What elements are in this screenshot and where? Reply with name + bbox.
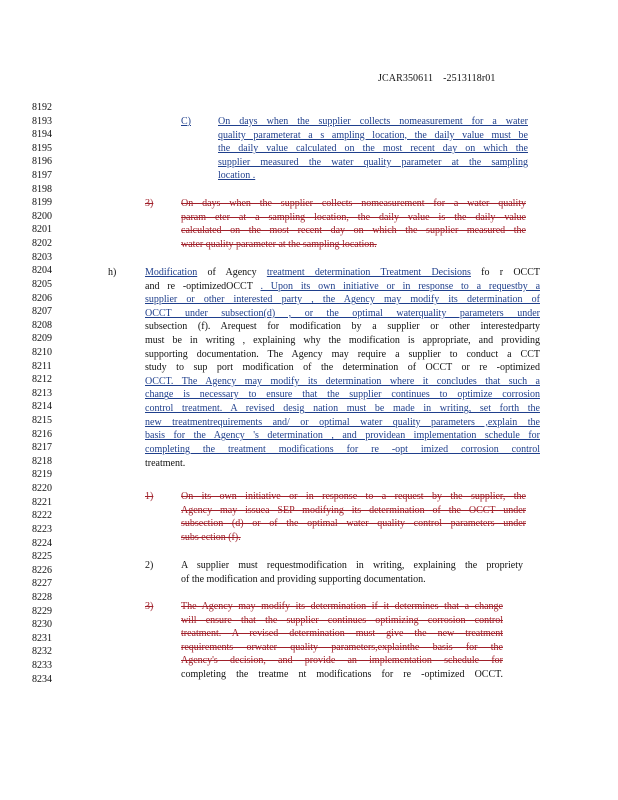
para-2-label: 2) (145, 560, 154, 571)
para-c-line: the daily value calculated on the most recent day on which the (218, 143, 528, 155)
para-1-deleted-label: 1) (145, 491, 154, 502)
line-number: 8194 (32, 129, 52, 141)
line-number: 8234 (32, 673, 52, 685)
inserted-line: change is necessary to ensure that the supplier continues to optimize corrosion (145, 389, 540, 401)
plain-line: A supplier must requestmodification in writing, explaining the propriety (181, 560, 523, 571)
line-number: 8205 (32, 278, 52, 290)
para-c-line: location . (218, 170, 256, 182)
deleted-line: water quality parameter at the sampling location. (181, 238, 377, 250)
plain-text: of Agency (207, 267, 257, 278)
line-number: 8211 (32, 360, 52, 372)
para-c-line: quality parameterat a s ampling location, the daily value must be (218, 129, 528, 141)
deleted-line: subs ection (f). (181, 531, 241, 543)
deleted-line: The Agency may modify its determination if it determines that a change (181, 601, 503, 612)
plain-line: completing the treatme nt modifications for re -optimized OCCT. (181, 669, 503, 681)
line-number: 8221 (32, 496, 52, 508)
para-h-line-2 (145, 280, 540, 294)
para-c-text (218, 115, 528, 183)
plain-text: and re -optimizedOCCT (145, 280, 253, 292)
line-number: 8197 (32, 170, 52, 182)
plain-line: study to sup port modification of the determination of OCCT or re -optimized (145, 362, 540, 374)
deleted-line: will ensure that the supplier continues optimizing corrosion control (181, 614, 503, 626)
line-number: 8224 (32, 537, 52, 549)
line-number: 8226 (32, 564, 52, 576)
line-number: 8207 (32, 306, 52, 318)
line-number: 8232 (32, 646, 52, 658)
line-number: 8214 (32, 401, 52, 413)
line-number: 8212 (32, 374, 52, 386)
line-number: 8201 (32, 224, 52, 236)
line-number: 8228 (32, 591, 52, 603)
line-number: 8225 (32, 551, 52, 563)
inserted-line: completing the treatment modifications for re -opt imized corrosion control (145, 443, 540, 455)
plain-line: of the modification and providing supporting documentation. (181, 573, 426, 585)
deleted-line: Agency may issuea SEP modifying its determination of the OCCT under (181, 504, 526, 516)
line-number: 8220 (32, 483, 52, 495)
line-number: 8231 (32, 632, 52, 644)
plain-line: treatment. (145, 457, 186, 469)
line-number: 8204 (32, 265, 52, 277)
line-number: 8195 (32, 142, 52, 154)
para-3-deleted-label: 3) (145, 198, 154, 209)
line-number: 8198 (32, 183, 52, 195)
document-header (378, 73, 495, 84)
inserted-text: . Upon its own initiative or in response to a requestby a (260, 280, 540, 292)
para-2-text (181, 559, 523, 586)
line-number: 8199 (32, 197, 52, 209)
line-number: 8216 (32, 428, 52, 440)
inserted-line: control treatment. A revised desig nation must be made in writing, set forth the (145, 403, 540, 415)
line-number: 8217 (32, 442, 52, 454)
line-numbers (32, 101, 52, 686)
line-number: 8203 (32, 251, 52, 263)
plain-line: supporting documentation. The Agency may require a supplier to conduct a CCT (145, 348, 540, 360)
plain-line: must be in writing , explaining why the modification is appropriate, and providing (145, 335, 540, 347)
plain-line: subsection (f). Arequest for modification by a supplier or other interestedparty (145, 321, 540, 333)
header-code: JCAR350611 (378, 73, 434, 84)
inserted-line: OCCT. The Agency may modify its determination where it concludes that such a (145, 375, 540, 387)
para-h-text (145, 266, 540, 470)
line-number: 8200 (32, 210, 52, 222)
line-number: 8213 (32, 387, 52, 399)
header-ref: -2513118r01 (443, 73, 496, 84)
line-number: 8230 (32, 619, 52, 631)
deleted-line: On days when the supplier collects nomeasurement for a water quality (181, 198, 526, 209)
line-number: 8215 (32, 415, 52, 427)
line-number: 8208 (32, 319, 52, 331)
deleted-line: On its own initiative or in response to a request by the supplier, the (181, 491, 526, 502)
line-number: 8233 (32, 659, 52, 671)
line-number: 8206 (32, 292, 52, 304)
line-number: 8210 (32, 346, 52, 358)
para-3-deleted-text (181, 197, 526, 251)
line-number: 8227 (32, 578, 52, 590)
deleted-line: calculated on the most recent day on which the supplier measured the (181, 225, 526, 237)
line-number: 8196 (32, 156, 52, 168)
para-3b-label: 3) (145, 601, 154, 612)
line-number: 8209 (32, 333, 52, 345)
inserted-text: treatment determination Treatment Decisions (266, 267, 471, 278)
inserted-line: basis for the Agency 's determination , and providean implementation schedule for (145, 430, 540, 442)
line-number: 8222 (32, 510, 52, 522)
para-c-line: supplier measured the water quality parameter at the sampling (218, 156, 528, 168)
para-c-label: C) (181, 116, 191, 127)
line-number: 8223 (32, 523, 52, 535)
para-h-label: h) (108, 267, 117, 278)
deleted-line: treatment. A revised determination must give the new treatment (181, 628, 503, 640)
line-number: 8218 (32, 455, 52, 467)
deleted-line: param eter at a sampling location, the daily value is the daily value (181, 211, 526, 223)
para-h-line-1 (145, 266, 540, 280)
plain-text: fo r OCCT (481, 267, 540, 278)
inserted-line: new treatmentrequirements and/ or optimal water quality parameters ,explain the (145, 416, 540, 428)
inserted-line: OCCT under subsection(d) , or the optimal waterquality parameters under (145, 307, 540, 319)
para-c-line: On days when the supplier collects nomeasurement for a water (218, 116, 528, 127)
deleted-line: requirements orwater quality parameters,explainthe basis for the (181, 641, 503, 653)
line-number: 8219 (32, 469, 52, 481)
line-number: 8193 (32, 115, 52, 127)
deleted-line: subsection (d) or of the optimal water quality control parameters under (181, 518, 526, 530)
deleted-line: Agency's decision, and provide an implementation schedule for (181, 655, 503, 667)
para-1-deleted-text (181, 490, 526, 544)
inserted-line: supplier or other interested party , the Agency may modify its determination of (145, 294, 540, 306)
line-number: 8192 (32, 102, 52, 113)
line-number: 8229 (32, 605, 52, 617)
inserted-text: Modification (145, 267, 198, 278)
line-number: 8202 (32, 238, 52, 250)
para-3b-text (181, 600, 503, 682)
